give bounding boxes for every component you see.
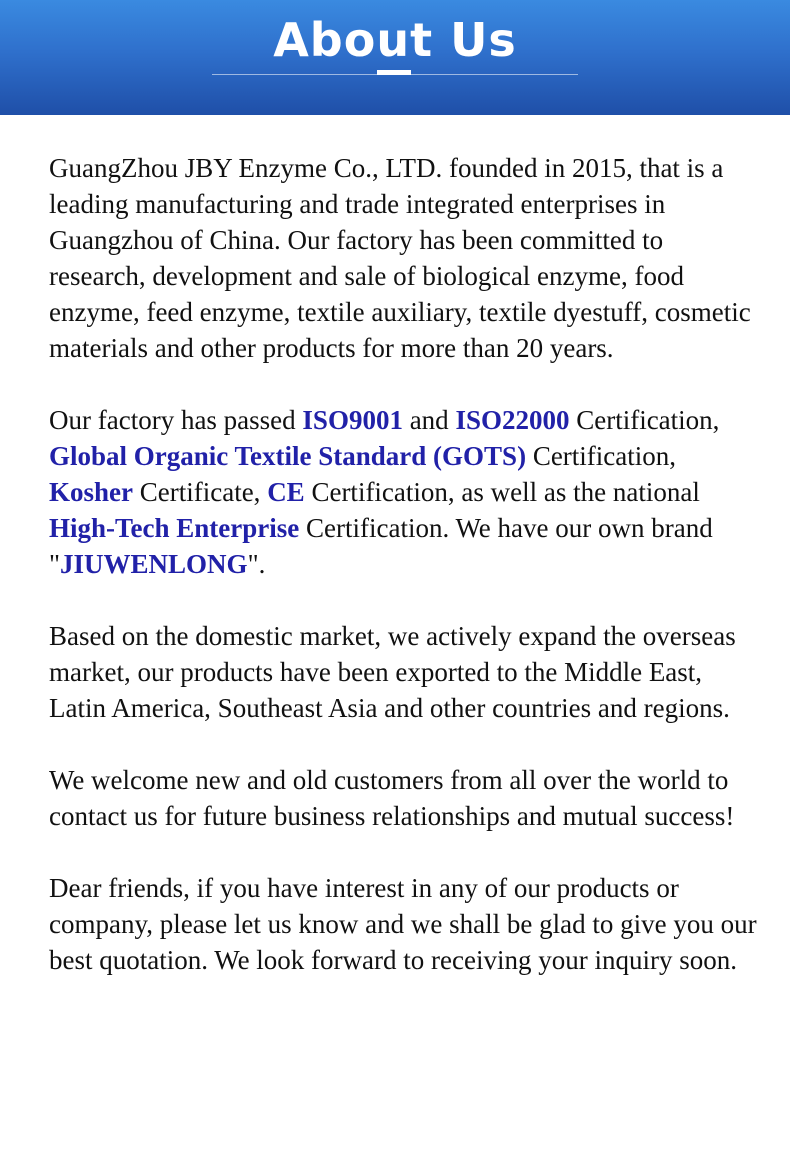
cert-text: ". [247,549,266,579]
cert-kosher: Kosher [49,477,133,507]
cert-text: Our factory has passed [49,405,303,435]
brand-name: JIUWENLONG [60,549,248,579]
cert-iso22000: ISO22000 [455,405,570,435]
cert-text: and [402,405,456,435]
cert-text: Certificate, [133,477,268,507]
about-us-header [0,0,790,115]
cert-text: Certification, [569,405,720,435]
certification-paragraph [49,402,761,582]
cert-text: Certification, [526,441,677,471]
title-accent-bar [377,70,411,75]
cert-text: Certification. We have our own brand " [49,513,713,579]
welcome-paragraph: We welcome new and old customers from all over the world to contact us for future business relationships and mutual success! [49,765,735,831]
cert-iso9001: ISO9001 [302,405,403,435]
closing-paragraph: Dear friends, if you have interest in any of our products or company, please let us know and we shall be glad to give you our best quotation. We look forward to receiving your inquiry soon. [49,873,757,975]
intro-paragraph: GuangZhou JBY Enzyme Co., LTD. founded in 2015, that is a leading manufacturing and trade integrated enterprises in Guangzhou of China. Our factory has been committed to research, development and sale of biological enzyme, food enzyme, feed enzyme, textile auxiliary, textile dyestuff, cosmetic materials and other products for more than 20 years. [49,153,751,363]
cert-ce: CE [267,477,305,507]
cert-gots: Global Organic Textile Standard (GOTS) [49,441,527,471]
market-paragraph: Based on the domestic market, we actively expand the overseas market, our products have been exported to the Middle East, Latin America, Southeast Asia and other countries and regions. [49,621,736,723]
about-content [49,150,761,1014]
page-title: About Us [273,13,517,67]
cert-high-tech: High-Tech Enterprise [49,513,300,543]
cert-text: Certification, as well as the national [304,477,700,507]
